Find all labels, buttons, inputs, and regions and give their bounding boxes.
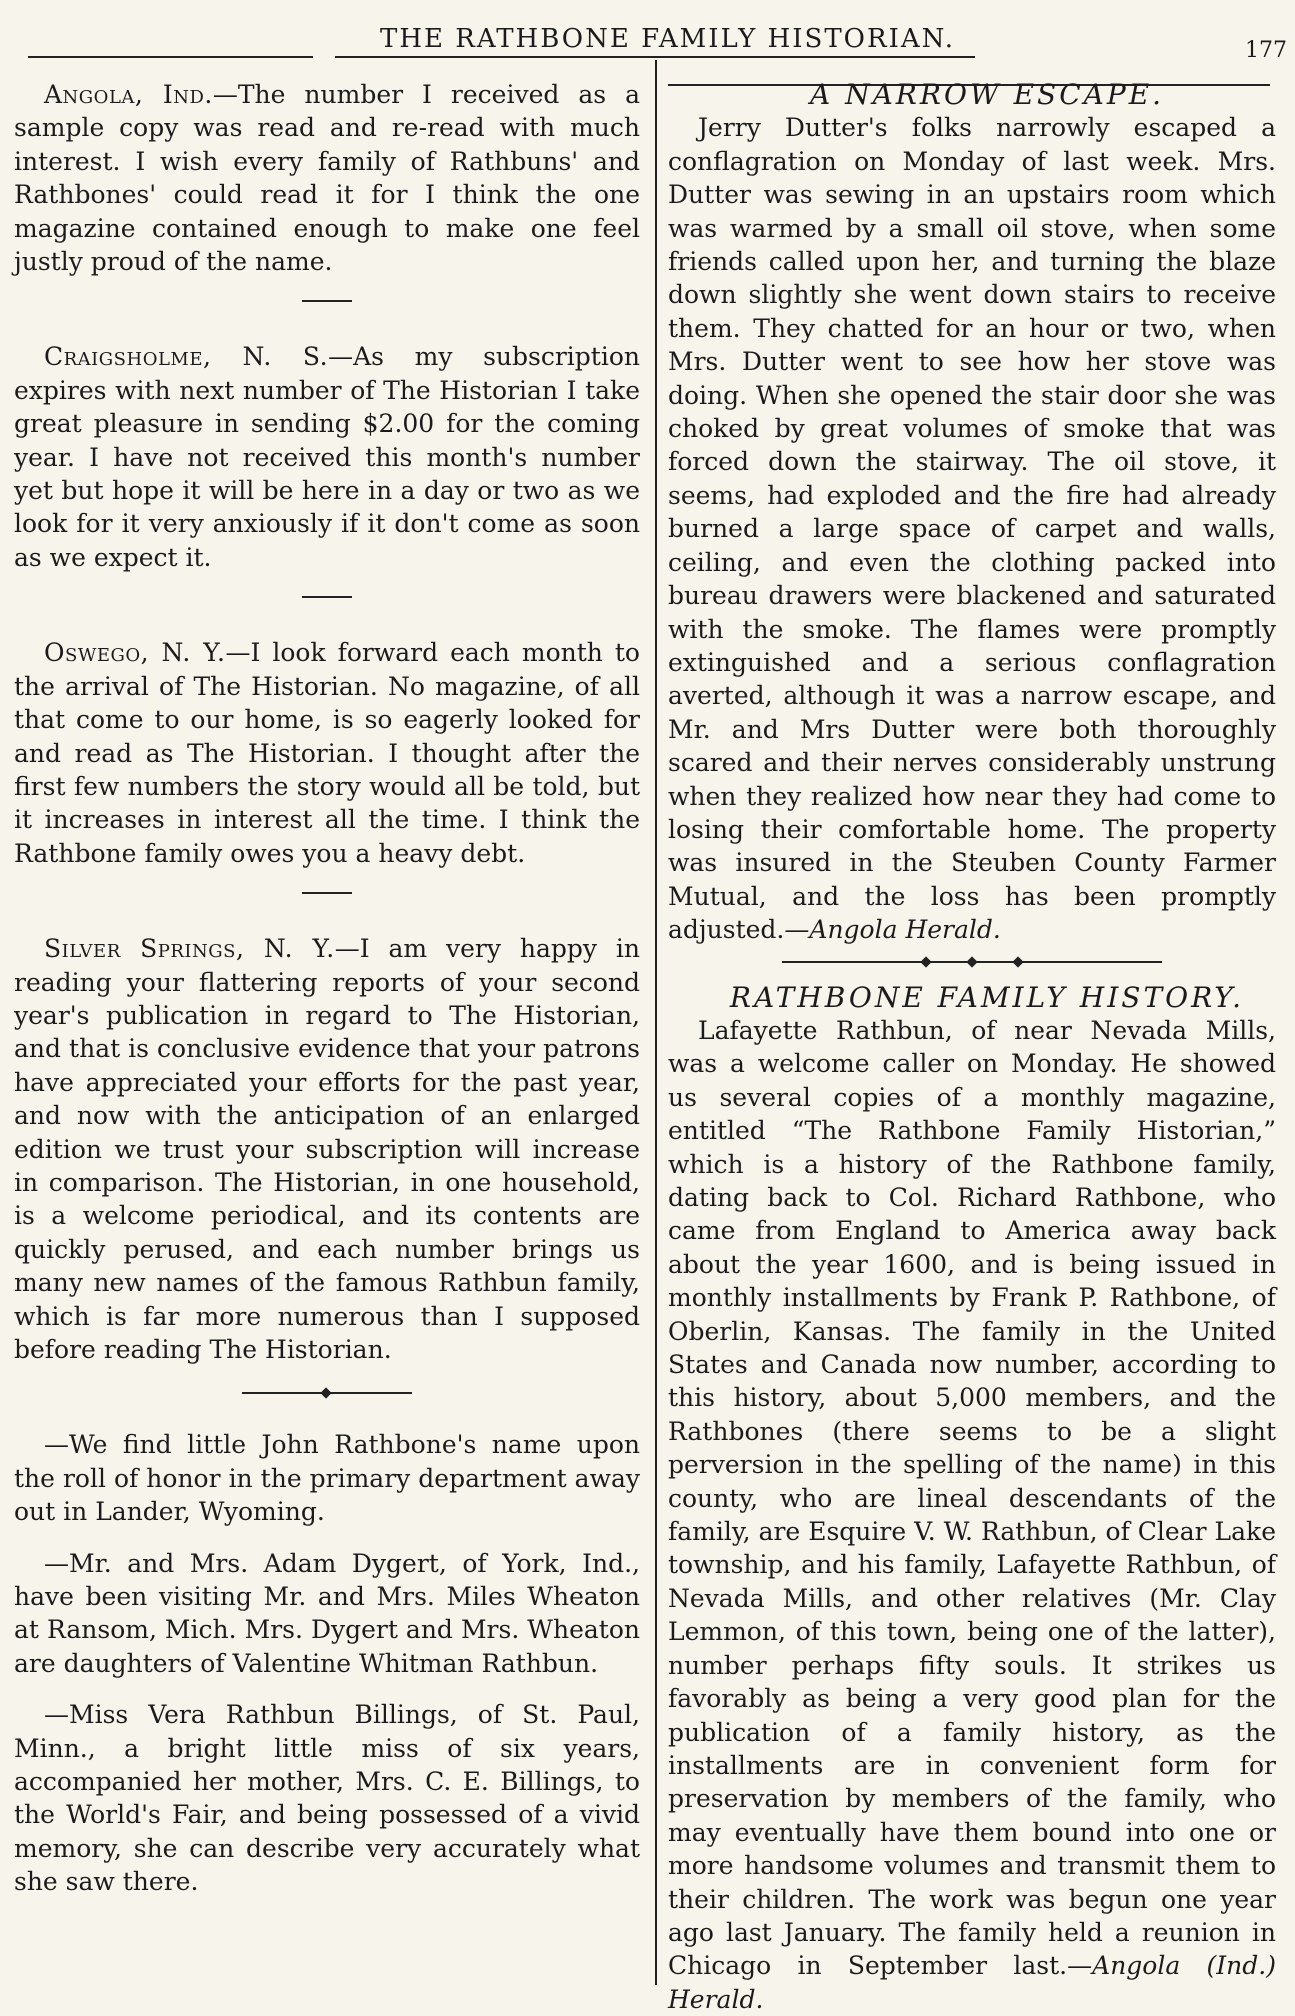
ornament-dot <box>920 956 931 967</box>
article-heading: RATHBONE FAMILY HISTORY. <box>729 980 1245 1014</box>
separator <box>302 892 352 894</box>
ornament-separator <box>242 1392 412 1394</box>
letter-text: —The number I received as a sample copy was read and re-read with much interest. I wish every family of Rathbuns' and Rathbones' could read it for I think the one magazine contained enough to make one feel justly proud of the name. <box>14 80 641 277</box>
running-title: THE RATHBONE FAMILY HISTORIAN. <box>380 24 955 54</box>
ornament-dot <box>966 956 977 967</box>
article-heading: A NARROW ESCAPE. <box>809 78 1165 111</box>
separator <box>302 300 352 302</box>
header-rule-left <box>28 56 313 58</box>
header-rule-right <box>335 56 975 58</box>
article-source: —Angola Herald. <box>784 915 1001 945</box>
letter <box>14 340 640 574</box>
article-text: Jerry Dutter's folks narrowly escaped a conflagration on Monday of last week. Mrs. Dutter was sewing in an upstairs room which was warmed by a small oil stove, when some friends called upon her, and turning the blaze down slightly she went down stairs to receive them. They chatted for an hour or two, when Mrs. Dutter went to see how her stove was doing. When she opened the stair door she was choked by great volumes of smoke that was forced down the stairway. The oil stove, it seems, had exploded and the fire had already burned a large space of carpet and walls, ceiling, and even the clothing packed into bureau drawers were blackened and saturated with the smoke. The flames were promptly extinguished and a serious conflagration averted, although it was a narrow escape, and Mr. and Mrs Dutter were both thoroughly scared and their nerves considerably unstrung when they realized how near they had come to losing their comfortable home. The property was insured in the Steuben County Farmer Mutual, and the loss has been promptly adjusted. <box>668 113 1276 945</box>
letter-place: Silver Springs, N. Y. <box>44 934 335 964</box>
article-text: Lafayette Rathbun, of near Nevada Mills, was a welcome caller on Monday. He showed us several copies of a monthly magazine, entitled “The Rathbone Family Historian,” which is a history of the Rathbone family, dating back to Col. Richard Rathbone, who came from England to America away back about the year 1600, and is being issued in monthly installments by Frank P. Rathbone, of Oberlin, Kansas. The family in the United States and Canada now number, according to this history, about 5,000 members, and the Rathbones (there seems to be a slight perversion in the spelling of the name) in this county, who are lineal descendants of the family, are Esquire V. W. Rathbun, of Clear Lake township, and his family, Lafayette Rathbun, of Nevada Mills, and other relatives (Mr. Clay Lemmon, of this town, being one of the latter), number perhaps fifty souls. It strikes us favorably as being a very good plan for the publication of a family history, as the installments are in convenient form for preservation by members of the family, who may eventually have them bound into one or more handsome volumes and transmit them to their children. The work was begun one year ago last January. The family held a reunion in Chicago in September last. <box>668 1015 1276 1981</box>
letter-place: Angola, Ind. <box>44 80 213 109</box>
news-note: —We find little John Rathbone's name upon the roll of honor in the primary department away out in Lander, Wyoming. <box>14 1430 640 1527</box>
ornament-separator <box>782 961 1162 963</box>
letter <box>14 932 640 1366</box>
article-body <box>668 1014 1276 2016</box>
left-column <box>14 78 640 1899</box>
article-body <box>668 111 1276 946</box>
letter <box>14 636 640 870</box>
ornament-dot <box>1012 956 1023 967</box>
letter-text: —I look forward each month to the arrival of The Historian. No magazine, of all that come to our home, is so eagerly looked for and read as The Historian. I thought after the first few numbers the story would all be told, but it increases in interest all the time. I think the Rathbone family owes you a heavy debt. <box>14 638 640 868</box>
letter <box>14 78 640 278</box>
page-number: 177 <box>1245 38 1287 63</box>
right-column <box>668 78 1276 2016</box>
news-note: —Mr. and Mrs. Adam Dygert, of York, Ind., have been visiting Mr. and Mrs. Miles Wheaton at Ransom, Mich. Mrs. Dygert and Mrs. Wheaton are daughters of Valentine Whitman Rathbun. <box>14 1548 640 1678</box>
letter-place: Craigsholme, N. S. <box>44 342 329 372</box>
news-note: —Miss Vera Rathbun Billings, of St. Paul, Minn., a bright little miss of six years, accompanied her mother, Mrs. C. E. Billings, to the World's Fair, and being possessed of a vivid memory, she can describe very accurately what she saw there. <box>14 1700 640 1897</box>
letter-text: —As my subscription expires with next number of The Historian I take great pleasure in sending $2.00 for the coming year. I have not received this month's number yet but hope it will be here in a day or two as we look for it very anxiously if it don't come as soon as we expect it. <box>14 342 640 572</box>
separator <box>302 596 352 598</box>
article-source: —Angola (Ind.) Herald. <box>668 1951 1276 2014</box>
letter-text: —I am very happy in reading your flattering reports of your second year's publication in regard to The Historian, and that is conclusive evidence that your patrons have appreciated your efforts for the past year, and now with the anticipation of an enlarged edition we trust your subscription will increase in comparison. The Historian, in one household, is a welcome periodical, and its contents are quickly perused, and each number brings us many new names of the famous Rathbun family, which is far more numerous than I supposed before reading The Historian. <box>14 934 640 1364</box>
diamond-ornament <box>320 1388 331 1399</box>
column-divider <box>655 60 657 1985</box>
letter-place: Oswego, N. Y. <box>44 638 226 668</box>
